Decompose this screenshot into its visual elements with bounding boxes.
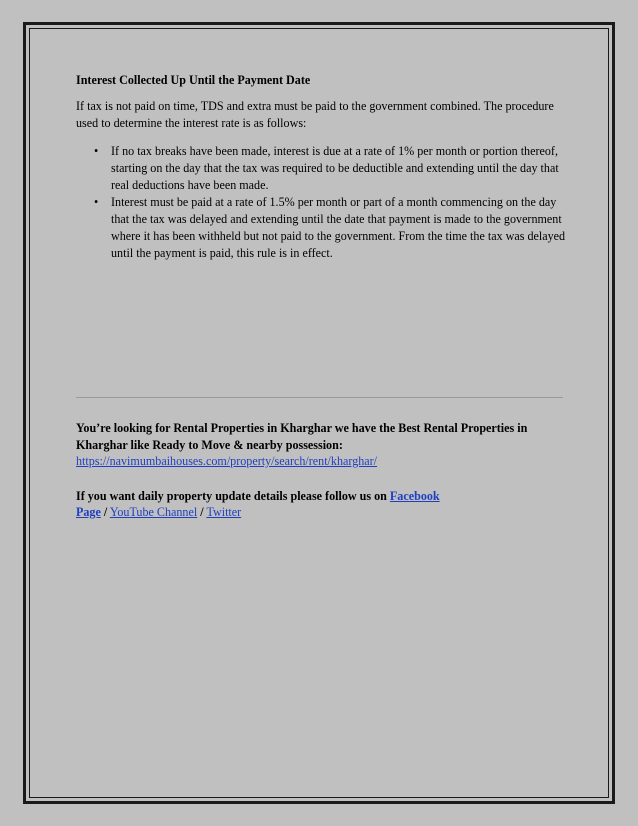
youtube-channel-link[interactable]: YouTube Channel: [109, 505, 198, 519]
interest-rules-list: [76, 143, 566, 262]
separator: /: [103, 505, 108, 519]
separator: /: [200, 505, 204, 519]
bullet-icon: •: [94, 195, 99, 209]
section-heading: Interest Collected Up Until the Payment Date: [76, 73, 311, 87]
facebook-link[interactable]: Facebook: [389, 488, 440, 503]
follow-line: [76, 488, 566, 505]
bullet-icon: •: [94, 144, 99, 158]
facebook-page-link[interactable]: Page: [76, 505, 101, 519]
twitter-link[interactable]: Twitter: [206, 505, 242, 519]
list-item-text: If no tax breaks have been made, interest is due at a rate of 1% per month or portion thereof, starting on the day that the tax was required to be deductible and extending until the day that real deductions have been made.: [111, 144, 559, 192]
rental-properties-link[interactable]: https://navimumbaihouses.com/property/search/rent/kharghar/: [76, 454, 378, 468]
spacer: [76, 470, 566, 488]
follow-line-2: [76, 504, 566, 521]
horizontal-divider: [76, 397, 563, 398]
list-item: [76, 194, 566, 262]
main-content: [76, 72, 566, 262]
promo-text: You’re looking for Rental Properties in Kharghar we have the Best Rental Properties in Kharghar like Ready to Move & nearby possession:: [76, 421, 528, 452]
list-item: [76, 143, 566, 194]
follow-text: If you want daily property update details please follow us on: [76, 488, 387, 503]
list-item-text: Interest must be paid at a rate of 1.5% per month or part of a month commencing on the day that the tax was delayed and extending until the date that payment is made to the government where it has been withheld but not paid to the government. From the time the tax was delayed until the payment is paid, this rule is in effect.: [111, 195, 566, 260]
intro-paragraph: If tax is not paid on time, TDS and extra must be paid to the government combined. The procedure used to determine the interest rate is as follows:: [76, 99, 554, 130]
promo-section: [76, 420, 566, 521]
